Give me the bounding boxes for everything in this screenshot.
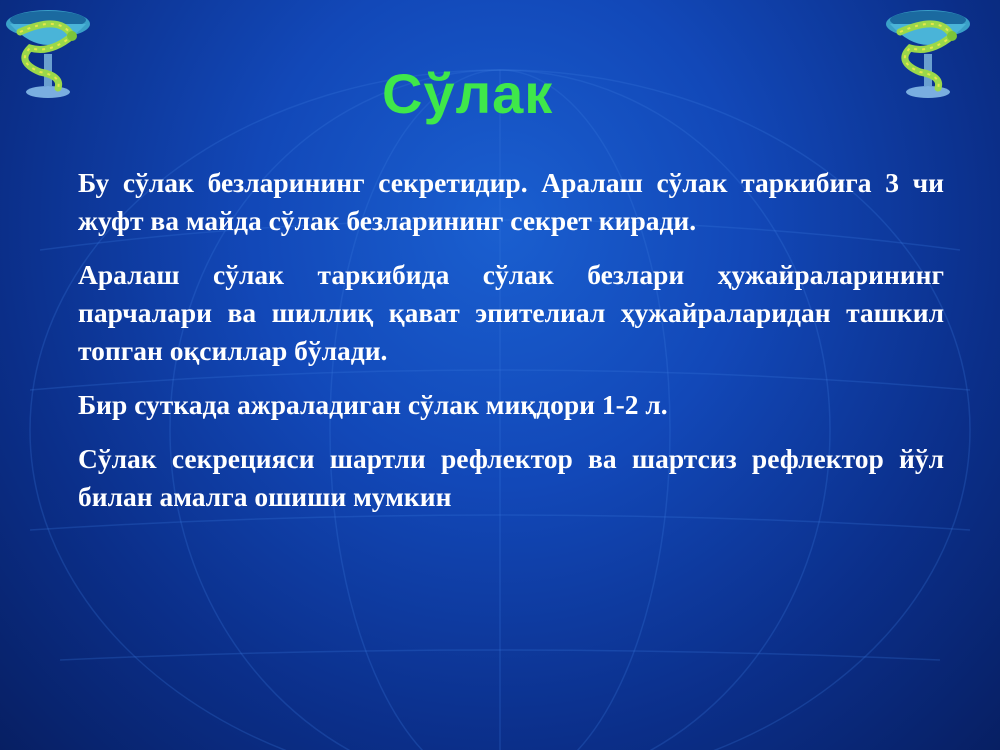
slide-title: Сўлак xyxy=(382,62,554,125)
paragraph: Сўлак секрецияси шартли рефлектор ва шартсиз рефлектор йўл билан амалга ошиши мумкин xyxy=(78,443,944,512)
paragraph: Бу сўлак безларининг секретидир. Аралаш сўлак таркибига 3 чи жуфт ва майда сўлак безларининг секрет киради. xyxy=(78,167,944,236)
medical-bowl-snake-icon xyxy=(880,2,976,106)
medical-bowl-snake-icon xyxy=(0,2,96,106)
paragraph: Аралаш сўлак таркибида сўлак безлари ҳужайраларининг парчалари ва шиллиқ қават эпителиал ҳужайраларидан ташкил топган оқсиллар бўлади. xyxy=(78,259,944,366)
slide-body xyxy=(78,164,944,532)
paragraph: Бир суткада ажраладиган сўлак миқдори 1-2 л. xyxy=(78,389,668,420)
